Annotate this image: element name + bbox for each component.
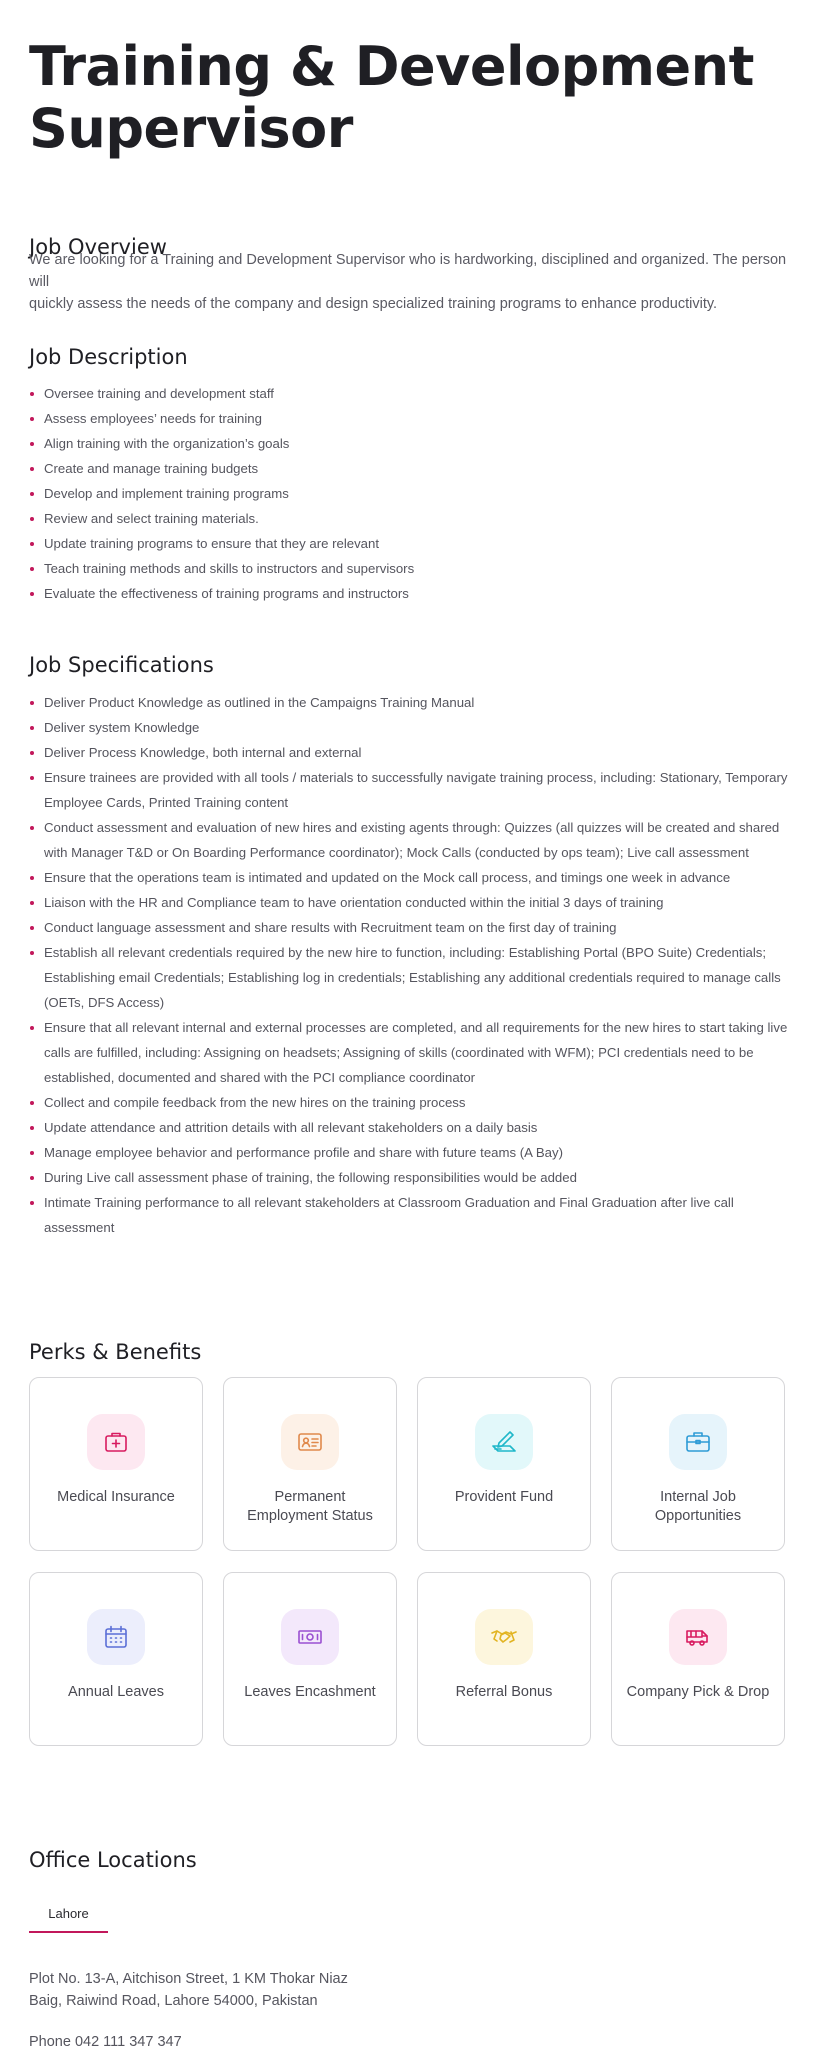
job-overview-line-1: We are looking for a Training and Development Supervisor who is hardworking, disciplined and organized. The person will	[29, 252, 787, 290]
perks-grid	[29, 1377, 788, 1746]
perk-card	[417, 1572, 591, 1746]
job-specification-item: Manage employee behavior and performance profile and share with future teams (A Bay)	[29, 1140, 789, 1165]
job-specifications-list	[29, 690, 789, 1240]
perk-card	[417, 1377, 591, 1551]
job-description-list	[29, 381, 789, 606]
cash-note-icon	[281, 1609, 339, 1665]
job-overview-heading: Job Overview	[29, 235, 167, 259]
perk-label: Referral Bonus	[455, 1684, 553, 1700]
perk-label: Permanent Employment Status	[247, 1489, 373, 1524]
job-specification-item: Liaison with the HR and Compliance team to have orientation conducted within the initial 3 days of training	[29, 890, 789, 915]
job-overview-text	[29, 252, 789, 312]
page-title: Training & Development Supervisor	[29, 35, 754, 160]
job-description-item: Evaluate the effectiveness of training programs and instructors	[29, 581, 789, 606]
job-overview-line-2: quickly assess the needs of the company and design specialized training programs to enhance productivity.	[29, 296, 718, 312]
job-description-item: Update training programs to ensure that they are relevant	[29, 531, 789, 556]
job-specification-item: Ensure trainees are provided with all tools / materials to successfully navigate training process, including: Stationary, Temporary Employee Cards, Printed Training content	[29, 765, 789, 815]
job-description-item: Review and select training materials.	[29, 506, 789, 531]
job-specification-item: Ensure that the operations team is intimated and updated on the Mock call process, and timings one week in advance	[29, 865, 789, 890]
perks-heading: Perks & Benefits	[29, 1340, 202, 1364]
perk-card	[223, 1377, 397, 1551]
van-icon	[669, 1609, 727, 1665]
office-address	[29, 1968, 429, 2012]
job-description-item: Develop and implement training programs	[29, 481, 789, 506]
address-line-1: Plot No. 13-A, Aitchison Street, 1 KM Thokar Niaz	[29, 1971, 348, 1987]
perk-label: Internal Job Opportunities	[654, 1489, 742, 1524]
job-description-item: Create and manage training budgets	[29, 456, 789, 481]
perk-label: Company Pick & Drop	[626, 1684, 770, 1700]
job-specification-item: During Live call assessment phase of training, the following responsibilities would be added	[29, 1165, 789, 1190]
job-specifications-heading: Job Specifications	[29, 653, 214, 677]
id-card-icon	[281, 1414, 339, 1470]
perk-card	[29, 1572, 203, 1746]
job-description-item: Oversee training and development staff	[29, 381, 789, 406]
job-specification-item: Deliver system Knowledge	[29, 715, 789, 740]
job-description-item: Teach training methods and skills to instructors and supervisors	[29, 556, 789, 581]
perk-card	[611, 1572, 785, 1746]
job-specification-item: Collect and compile feedback from the new hires on the training process	[29, 1090, 789, 1115]
perk-label: Annual Leaves	[68, 1684, 164, 1700]
calendar-icon	[87, 1609, 145, 1665]
briefcase-icon	[669, 1414, 727, 1470]
office-phone: Phone 042 111 347 347	[29, 2034, 182, 2050]
perk-label: Provident Fund	[454, 1489, 554, 1505]
perk-label: Medical Insurance	[57, 1489, 175, 1505]
office-locations-heading: Office Locations	[29, 1848, 197, 1872]
job-specification-item: Deliver Process Knowledge, both internal and external	[29, 740, 789, 765]
medical-kit-icon	[87, 1414, 145, 1470]
job-specification-item: Conduct language assessment and share results with Recruitment team on the first day of training	[29, 915, 789, 940]
signing-document-icon	[475, 1414, 533, 1470]
job-specification-item: Establish all relevant credentials required by the new hire to function, including: Establishing Portal (BPO Suite) Credentials; Establishing email Credentials; Establishing log in credentials; Establishing any additional credentials required to manage calls (OETs, DFS Access)	[29, 940, 789, 1015]
job-specification-item: Conduct assessment and evaluation of new hires and existing agents through: Quizzes (all quizzes will be created and shared with Manager T&D or On Boarding Performance coordinator); Mock Calls (conducted by ops team); Live call assessment	[29, 815, 789, 865]
perk-card	[29, 1377, 203, 1551]
job-description-item: Align training with the organization’s goals	[29, 431, 789, 456]
job-specification-item: Ensure that all relevant internal and external processes are completed, and all requirements for the new hires to start taking live calls are fulfilled, including: Assigning on headsets; Assigning of skills (coordinated with WFM); PCI credentials need to be established, documented and shared with the PCI compliance coordinator	[29, 1015, 789, 1090]
address-line-2: Baig, Raiwind Road, Lahore 54000, Pakistan	[29, 1993, 318, 2009]
job-description-heading: Job Description	[29, 345, 188, 369]
perk-card	[223, 1572, 397, 1746]
perk-card	[611, 1377, 785, 1551]
job-description-item: Assess employees’ needs for training	[29, 406, 789, 431]
location-tab-lahore[interactable]: Lahore	[29, 1895, 108, 1933]
perk-label: Leaves Encashment	[244, 1684, 376, 1700]
job-specification-item: Deliver Product Knowledge as outlined in the Campaigns Training Manual	[29, 690, 789, 715]
handshake-icon	[475, 1609, 533, 1665]
job-specification-item: Update attendance and attrition details with all relevant stakeholders on a daily basis	[29, 1115, 789, 1140]
job-specification-item: Intimate Training performance to all relevant stakeholders at Classroom Graduation and Final Graduation after live call assessment	[29, 1190, 789, 1240]
